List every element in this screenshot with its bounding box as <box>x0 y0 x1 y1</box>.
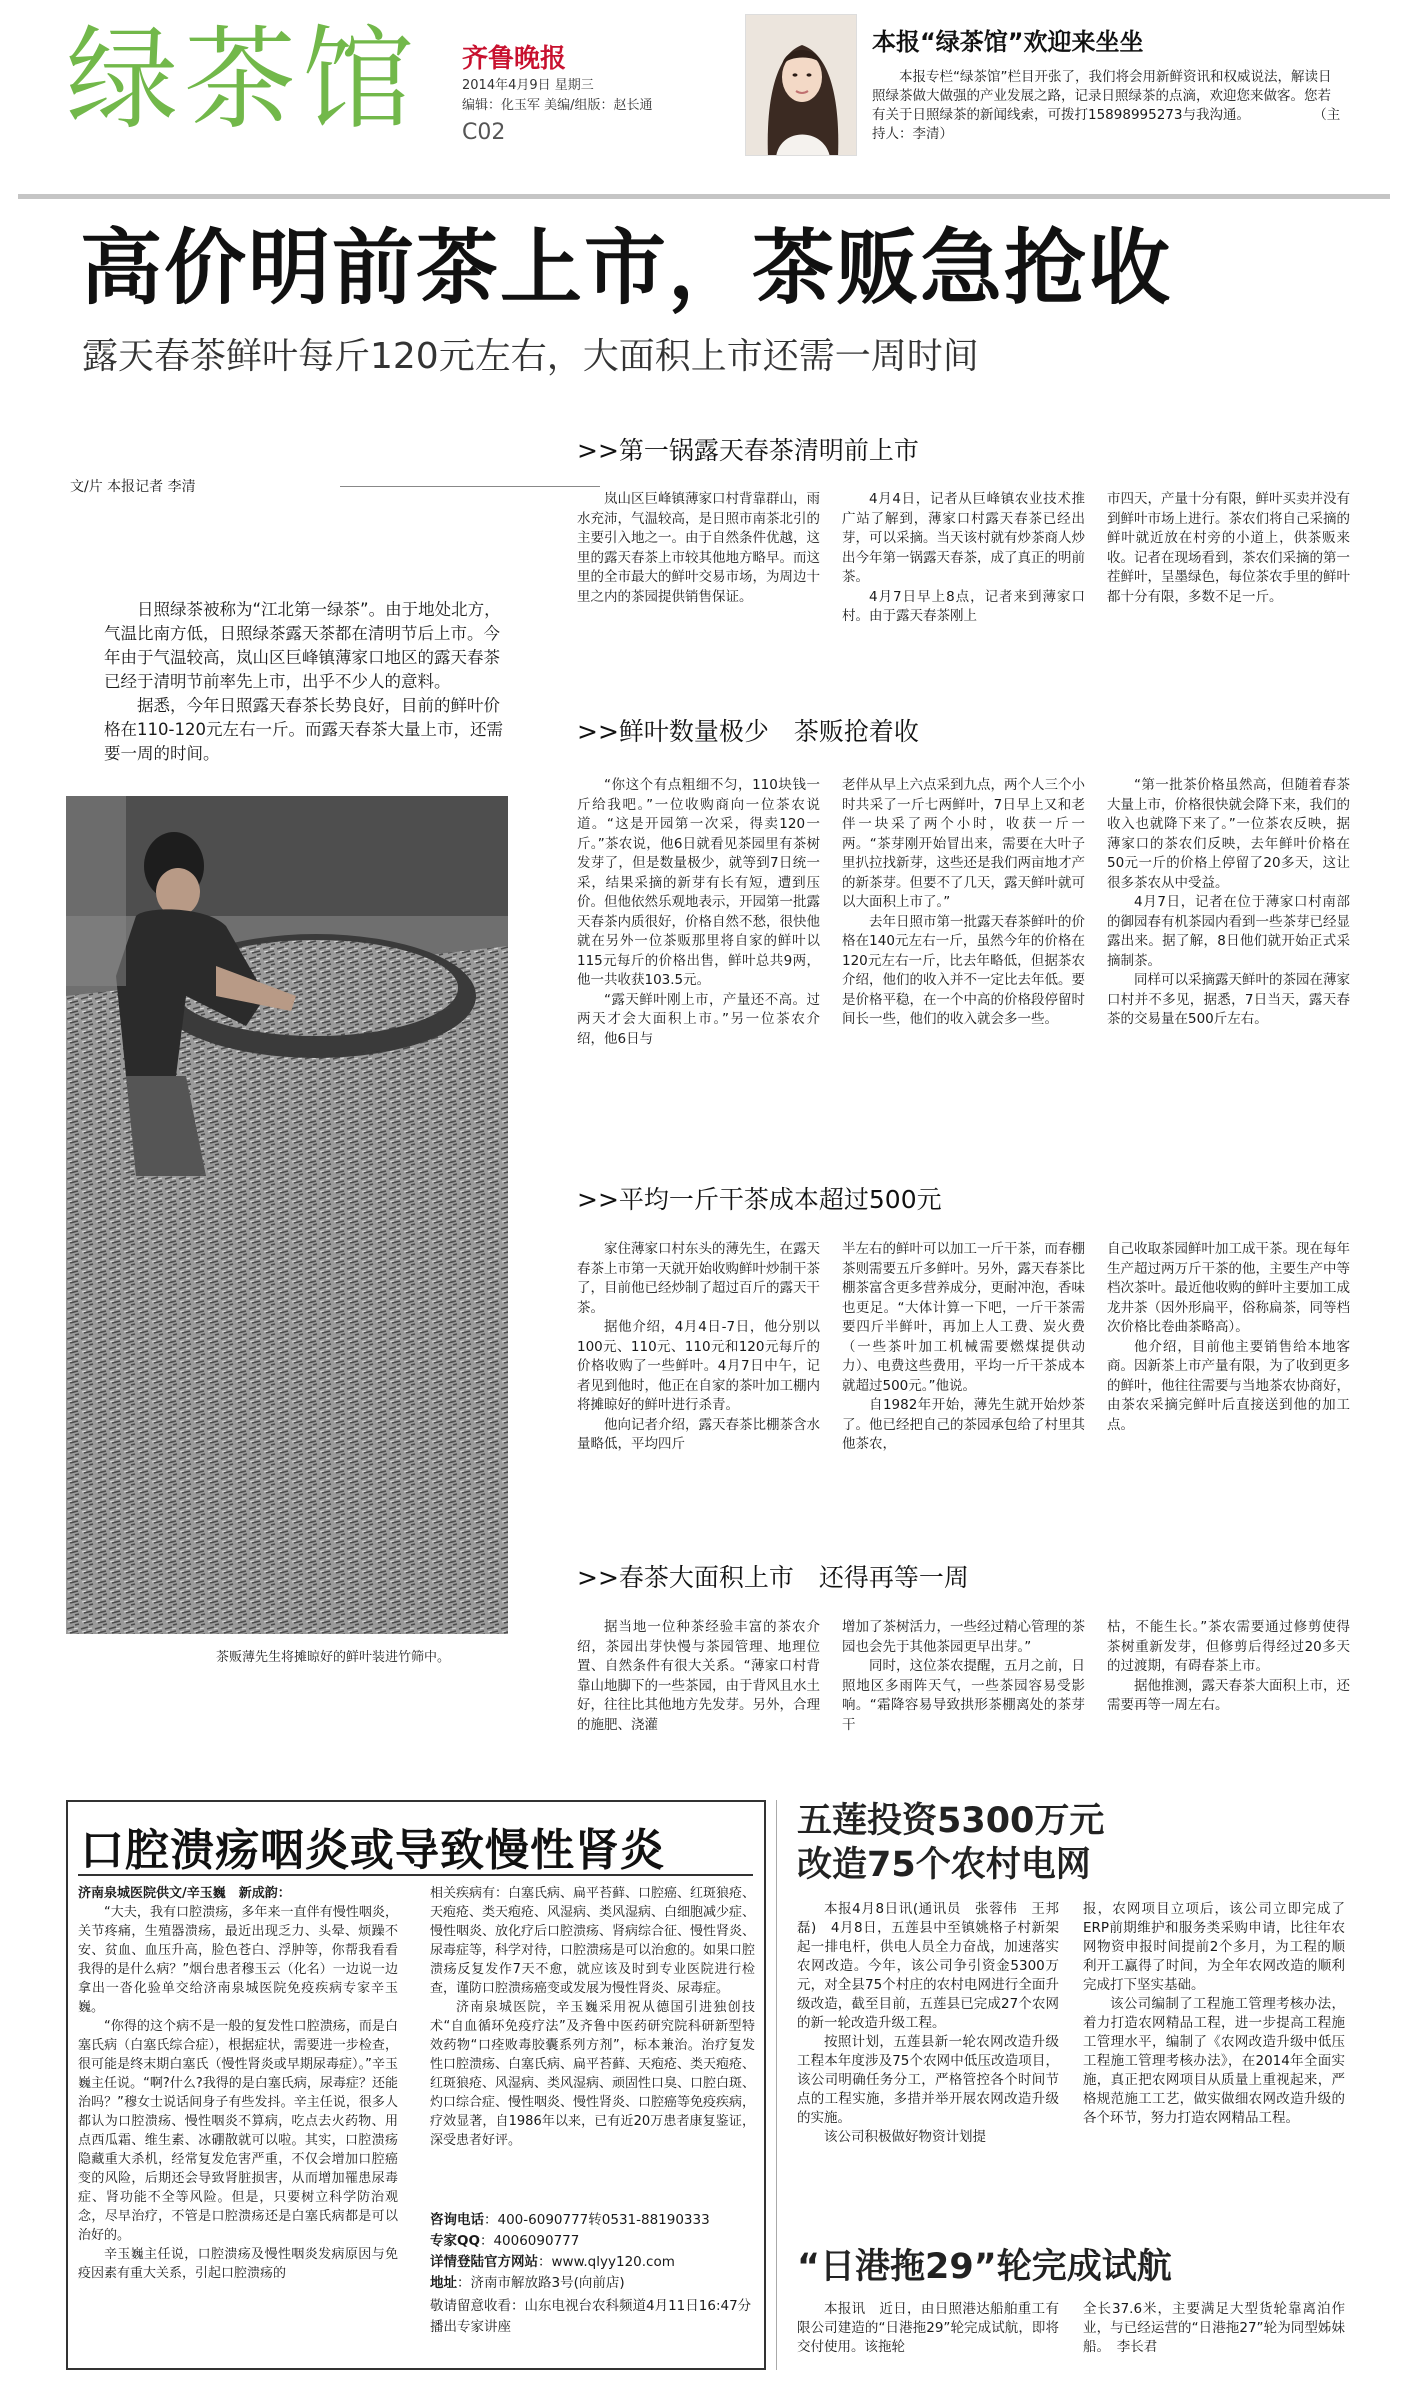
photo-caption: 茶贩薄先生将摊晾好的鲜叶装进竹筛中。 <box>216 1650 451 1665</box>
section-title: >>第一锅露天春茶清明前上市 <box>577 436 919 465</box>
contact-address: 地址：济南市解放路3号(向前店) <box>430 2275 625 2291</box>
news2-column: 本报讯 近日，由日照港达船舶重工有限公司建造的“日港拖29”轮完成试航，即将交付使用。该拖轮 <box>797 2301 1059 2355</box>
section-title: >>鲜叶数量极少 茶贩抢着收 <box>577 717 919 746</box>
health-column: 相关疾病有：白塞氏病、扁平苔藓、口腔癌、红斑狼疮、天疱疮、类天疱疮、风湿病、类风湿病、白细胞减少症、慢性咽炎、放化疗后口腔溃疡、肾病综合征、慢性肾炎、尿毒症等，科学对待，口腔溃疡是可以治愈的。如果口腔溃疡反复发作7天不愈，就应该及时到专业医院进行检查，谨防口腔溃疡癌变或发展为慢性肾炎、尿毒症。 济南泉城医院，辛玉巍采用祝从德国引进独创技术“自血循环免疫疗法”及齐鲁中医药研究院科研新型特效药物“口痊败毒胶囊系列方剂”，标本兼治。治疗复发性口腔溃疡、白塞氏病、扁平苔藓、天疱疮、类天疱疮、红斑狼疮、风湿病、类风湿病、顽固性口臭、口腔白斑、灼口综合症、慢性咽炎、慢性肾炎、口腔癌等免疫疾病，疗效显著，自1986年以来，已有近20万患者康复鉴证，深受患者好评。 <box>430 1886 755 2148</box>
welcome-title: 本报“绿茶馆”欢迎来坐坐 <box>872 28 1144 56</box>
contact-phone: 咨询电话：400-6090777转0531-88190333 <box>430 2212 710 2228</box>
section-logo: 绿茶馆 <box>66 15 420 145</box>
news2-title: “日港拖29”轮完成试航 <box>797 2247 1172 2287</box>
news2-column: 全长37.6米，主要满足大型货轮靠离泊作业，与已经运营的“日港拖27”轮为同型姊妹船。 李长君 <box>1083 2301 1345 2355</box>
lede: 日照绿茶被称为“江北第一绿茶”。由于地处北方，气温比南方低，日照绿茶露天茶都在清明节后上市。今年由于气温较高，岚山区巨峰镇薄家口地区的露天春茶已经于清明节前率先上市，出乎不少人的意料。 据悉，今年日照露天春茶长势良好，目前的鲜叶价格在110-120元左右一斤。而露天春茶大量上市，还需要一周的时间。 <box>104 600 503 763</box>
tv-notice: 敬请留意收看：山东电视台农科频道4月11日16:47分播出专家讲座 <box>430 2298 752 2335</box>
subheadline: 露天春茶鲜叶每斤120元左右，大面积上市还需一周时间 <box>82 336 979 377</box>
section-title: >>平均一斤干茶成本超过500元 <box>577 1185 942 1214</box>
page-number: C02 <box>462 120 506 145</box>
article-column: “第一批茶价格虽然高，但随着春茶大量上市，价格很快就会降下来，我们的收入也就降下来了。”一位茶农反映，据薄家口的茶农们反映，去年鲜叶价格在50元一斤的价格上停留了20多天，这让很多茶农从中受益。 4月7日，记者在位于薄家口村南部的御园春有机茶园内看到一些茶芽已经显露出来。据了解，8日他们就开始正式采摘制茶。 同样可以采摘露天鲜叶的茶园在薄家口村并不多见，据悉，7日当天，露天春茶的交易量在500斤左右。 <box>1107 777 1350 1027</box>
contact-website: 详情登陆官方网站：www.qlyy120.com <box>430 2254 675 2270</box>
welcome-host: （主持人：李清） <box>872 107 1341 142</box>
byline-rule <box>340 486 600 487</box>
health-title: 口腔溃疡咽炎或导致慢性肾炎 <box>80 1825 665 1876</box>
news-column: 报，农网项目立项后，该公司立即完成了ERP前期维护和服务类采购申请，比往年农网物资申报时间提前2个多月，为工程的顺利开工赢得了时间，为全年农网改造的顺利完成打下坚实基础。 该公司编制了工程施工管理考核办法，着力打造农网精品工程，进一步提高工程施工管理水平，编制了《农网改造升级中低压工程施工管理考核办法》，在2014年全面实施，真正把农网项目从质量上重视起来，严格规范施工工艺，做实做细农网改造升级的各个环节，努力打造农网精品工程。 <box>1083 1901 1345 2126</box>
masthead-rule <box>18 194 1390 199</box>
news-column: 本报4月8日讯(通讯员 张蓉伟 王邦磊) 4月8日，五莲县中至镇姚格子村新架起一排电杆，供电人员全力奋战，加速落实农网改造。今年，该公司争引资金5300万元，对全县75个村庄的农村电网进行全面升级改造，截至目前，五莲县已完成27个农网的新一轮改造升级工程。 按照计划，五莲县新一轮农网改造升级工程本年度涉及75个农网中低压改造项目，该公司明确任务分工，严格管控各个时间节点的工程实施，多措并举开展农网改造升级的实施。 该公司积极做好物资计划提 <box>797 1901 1059 2145</box>
paper-name: 齐鲁晚报 <box>462 44 567 74</box>
editors-line: 编辑：化玉军 美编/组版：赵长通 <box>462 98 653 113</box>
article-column: 枯，不能生长。”茶农需要通过修剪使得茶树重新发芽，但修剪后得经过20多天的过渡期，有碍春茶上市。 据他推测，露天春茶大面积上市，还需要再等一周左右。 <box>1107 1619 1350 1713</box>
contact-qq: 专家QQ：4006090777 <box>430 2233 580 2249</box>
article-column: 自己收取茶园鲜叶加工成干茶。现在每年生产超过两万斤干茶的他，主要生产中等档次茶叶。最近他收购的鲜叶主要加工成龙井茶（因外形扁平，俗称扁茶，同等档次价格比卷曲茶略高）。 他介绍，目前他主要销售给本地客商。因新茶上市产量有限，为了收到更多的鲜叶，他往往需要与当地茶农协商好，由茶农采摘完鲜叶后直接送到他的加工点。 <box>1107 1241 1350 1433</box>
article-column: 岚山区巨峰镇薄家口村背靠群山，雨水充沛，气温较高，是日照市南茶北引的主要引入地之一。由于自然条件优越，这里的露天春茶上市较其他地方略早。而这里的全市最大的鲜叶交易市场，为周边十里之内的茶园提供销售保证。 <box>577 491 820 605</box>
health-title-rule <box>78 1874 753 1876</box>
health-contact <box>430 2210 755 2338</box>
article-column: 据当地一位种茶经验丰富的茶农介绍，茶园出芽快慢与茶园管理、地理位置、自然条件有很大关系。“薄家口村背靠山地脚下的一些茶园，由于背风且水土好，往往比其他地方先发芽。另外，合理的施肥、浇灌 <box>577 1619 820 1733</box>
section-title: >>春茶大面积上市 还得再等一周 <box>577 1563 969 1592</box>
column-divider <box>776 1800 777 2370</box>
article-column: 半左右的鲜叶可以加工一斤干茶，而春棚茶则需要五斤多鲜叶。另外，露天春茶比棚茶富含更多营养成分，更耐冲泡，香味也更足。“大体计算一下吧，一斤干茶需要四斤半鲜叶，再加上人工费、炭火费（一些茶叶加工机械需要燃煤提供动力）、电费这些费用，平均一斤干茶成本就超过500元。”他说。 自1982年开始，薄先生就开始炒茶了。他已经把自己的茶园承包给了村里其他茶农， <box>842 1241 1085 1452</box>
host-portrait <box>745 14 857 156</box>
news-title-line1: 五莲投资5300万元 <box>797 1801 1105 1841</box>
date-line: 2014年4月9日 星期三 <box>462 78 594 93</box>
article-column: 市四天，产量十分有限，鲜叶买卖并没有到鲜叶市场上进行。茶农们将自己采摘的鲜叶就近放在村旁的小道上，供茶贩来收。记者在现场看到，茶农们采摘的第一茬鲜叶，呈墨绿色，每位茶农手里的鲜叶都十分有限，多数不足一斤。 <box>1107 491 1350 605</box>
tea-photo <box>66 796 508 1634</box>
article-column: “你这个有点粗细不匀，110块钱一斤给我吧。”一位收购商向一位茶农说道。“这是开园第一次采，得卖120一斤。”茶农说，他6日就看见茶园里有茶树发芽了，但是数量极少，就等到7日统一采，结果采摘的新芽有长有短，遭到压价。但他依然乐观地表示，开园第一批露天春茶内质很好，价格自然不愁，很快他就在另外一位茶贩那里将自家的鲜叶以115元每斤的价格出售，鲜叶总共9两，他一共收获103.5元。 “露天鲜叶刚上市，产量还不高。过两天才会大面积上市。”另一位茶农介绍，他6日与 <box>577 777 820 1047</box>
news-title-line2: 改造75个农村电网 <box>797 1845 1091 1885</box>
article-column: 老伴从早上六点采到九点，两个人三个小时共采了一斤七两鲜叶，7日早上又和老伴一块采了两个小时，收获一斤一两。“茶芽刚开始冒出来，需要在大叶子里扒拉找新芽，这些还是我们两亩地才产的新茶芽。但要不了几天，露天鲜叶就可以大面积上市了。” 去年日照市第一批露天春茶鲜叶的价格在140元左右一斤，虽然今年的价格在120元左右一斤，比去年略低，但据茶农介绍，他们的收入并不一定比去年低。要是价格平稳，在一个中高的价格段停留时间长一些，他们的收入就会多一些。 <box>842 777 1085 1027</box>
article-column: 家住薄家口村东头的薄先生，在露天春茶上市第一天就开始收购鲜叶炒制干茶了，目前他已经炒制了超过百斤的露天干茶。 据他介绍，4月4日-7日，他分别以100元、110元、110元和120元每斤的价格收购了一些鲜叶。4月7日中午，记者见到他时，他正在自家的茶叶加工棚内将摊晾好的鲜叶进行杀青。 他向记者介绍，露天春茶比棚茶含水量略低，平均四斤 <box>577 1241 820 1452</box>
headline: 高价明前茶上市，茶贩急抢收 <box>80 220 1173 316</box>
welcome-body: 本报专栏“绿茶馆”栏目开张了，我们将会用新鲜资讯和权威说法，解读日照绿茶做大做强的产业发展之路，记录日照绿茶的点滴，欢迎您来做客。您若有关于日照绿茶的新闻线索，可拨打15898995273与我沟通。 （主持人：李清） <box>872 69 1341 142</box>
health-column: 济南泉城医院供文/辛玉巍 新成韵： “大夫，我有口腔溃疡，多年来一直伴有慢性咽炎，关节疼痛，生殖器溃疡，最近出现乏力、头晕、烦躁不安、贫血、血压升高，脸色苍白、浮肿等，你帮我看看我得的是什么病？”烟台患者穆玉云（化名）一边说一边拿出一沓化验单交给济南泉城医院免疫疾病专家辛玉巍。 “你得的这个病不是一般的复发性口腔溃疡，而是白塞氏病（白塞氏综合症），根据症状，需要进一步检查，很可能是终末期白塞氏（慢性肾炎或早期尿毒症）。”辛玉巍主任说。“啊?什么?我得的是白塞氏病，尿毒症？还能治吗？”穆女士说话间身子有些发抖。辛主任说，很多人都认为口腔溃疡、慢性咽炎不算病，吃点去火药物、用点西瓜霜、维生素、冰硼散就可以啦。其实，口腔溃疡隐藏重大杀机，经常复发危害严重，不仅会增加口腔癌变的风险，后期还会导致肾脏损害，从而增加罹患尿毒症、肾功能不全等风险。但是，只要树立科学防治观念，尽早治疗，不管是口腔溃疡还是白塞氏病都是可以治好的。 辛玉巍主任说，口腔溃疡及慢性咽炎发病原因与免疫因素有重大关系，引起口腔溃疡的 <box>78 1886 398 2281</box>
byline: 文/片 本报记者 李清 <box>70 479 196 495</box>
article-column: 4月4日，记者从巨峰镇农业技术推广站了解到，薄家口村露天春茶已经出芽，可以采摘。当天该村就有炒茶商人炒出今年第一锅露天春茶，成了真正的明前茶。 4月7日早上8点，记者来到薄家口村。由于露天春茶刚上 <box>842 491 1085 624</box>
article-column: 增加了茶树活力，一些经过精心管理的茶园也会先于其他茶园更早出芽。” 同时，这位茶农提醒，五月之前，日照地区多雨阵天气，一些茶园容易受影响。“霜降容易导致拱形茶棚离处的茶芽干 <box>842 1619 1085 1733</box>
